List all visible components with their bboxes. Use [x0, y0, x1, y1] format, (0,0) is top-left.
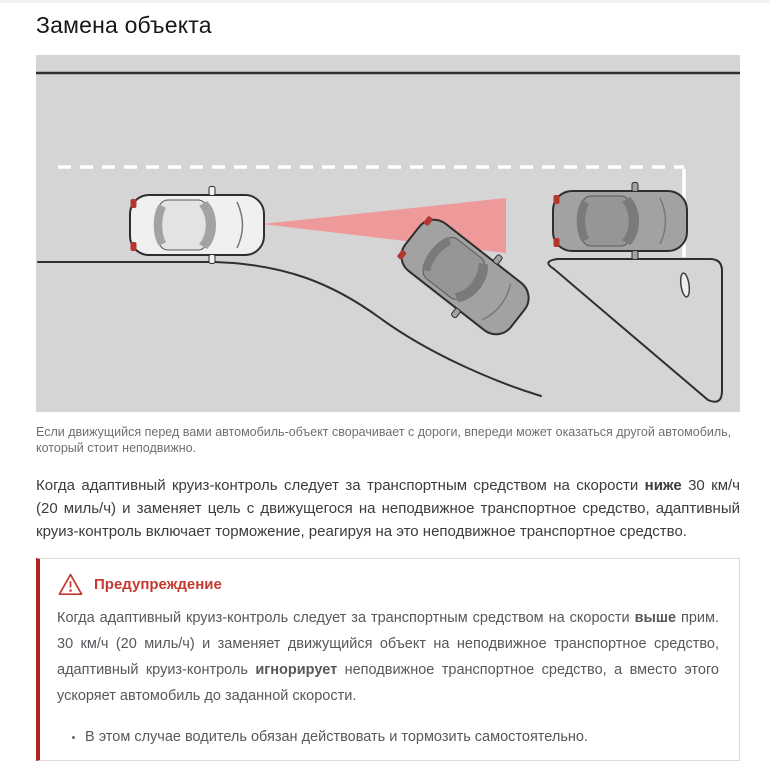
warning-title: Предупреждение: [94, 575, 222, 593]
warning-box: [36, 558, 740, 761]
page-title: Замена объекта: [36, 12, 212, 38]
figure-illustration: [36, 55, 740, 412]
warning-triangle-icon: [57, 572, 84, 597]
warning-paragraph: Когда адаптивный круиз-контроль следует за транспортным средством на скорости выше прим. 30 км/ч (20 миль/ч) и заменяет движущийся объект на неподвижное транспортное средство, адаптивный круиз-контроль игнорирует неподвижное транспортное средство, а вместо этого ускоряет автомобиль до заданной скорости.: [57, 610, 719, 704]
stationary-vehicle: [553, 183, 687, 260]
figure-caption: Если движущийся перед вами автомобиль-объект сворачивает с дороги, впереди может оказаться другой автомобиль, который стоит неподвижно.: [36, 425, 732, 455]
warning-header: [57, 573, 719, 595]
warning-bullet-list: [57, 724, 719, 750]
main-paragraph: Когда адаптивный круиз-контроль следует за транспортным средством на скорости ниже 30 км/ч (20 миль/ч) и заменяет цель с движущегося на неподвижное транспортное средство, адаптивный круиз-контроль включает торможение, реагируя на это неподвижное транспортное средство.: [36, 477, 740, 540]
warning-bullet-item: • В этом случае водитель обязан действовать и тормозить самостоятельно.: [85, 724, 719, 750]
figure: [36, 55, 740, 456]
page-top-divider: [0, 0, 770, 3]
ego-vehicle: [130, 187, 264, 264]
manual-page-content: [0, 12, 770, 761]
